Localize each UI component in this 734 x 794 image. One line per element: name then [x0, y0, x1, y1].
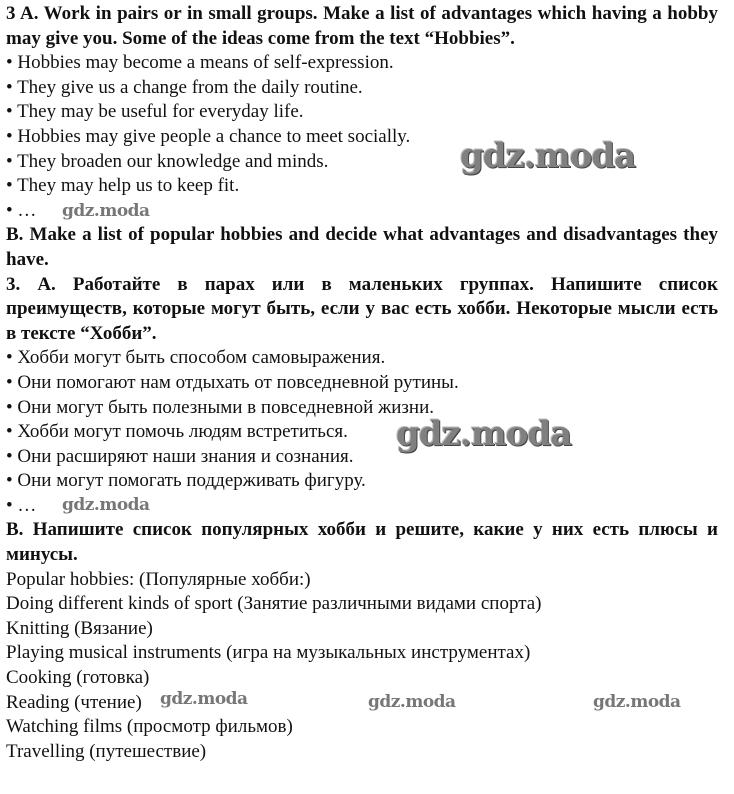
- list-item: [6, 396, 728, 421]
- list-item: [6, 346, 728, 371]
- watermark: gdz.moda: [160, 689, 248, 709]
- answer-line: Playing musical instruments (игра на музыкальных инструментах): [6, 642, 531, 664]
- list-item-text: Они могут помогать поддерживать фигуру.: [17, 470, 366, 492]
- watermark: gdz.moda: [62, 201, 150, 221]
- watermark: gdz.moda: [460, 136, 636, 176]
- list-item-text: …: [17, 494, 37, 516]
- bullet-mark: •: [6, 421, 13, 443]
- bullet-mark: •: [6, 76, 13, 98]
- watermark: gdz.moda: [593, 692, 681, 712]
- watermark: gdz.moda: [368, 692, 456, 712]
- answer-line: Cooking (готовка): [6, 667, 150, 689]
- exercise-3b-heading-en: B. Make a list of popular hobbies and decide what advantages and disadvantages they have.: [6, 224, 718, 270]
- watermark: gdz.moda: [62, 495, 150, 515]
- list-item-text: Хобби могут быть способом самовыражения.: [17, 347, 386, 369]
- list-item: [6, 445, 728, 470]
- bullet-mark: •: [6, 125, 13, 147]
- bullet-mark: •: [6, 494, 13, 516]
- bullet-mark: •: [6, 445, 13, 467]
- list-item-text: Hobbies may give people a chance to meet socially.: [17, 125, 411, 147]
- exercise-3a-heading-en: 3 A. Work in pairs or in small groups. Make a list of advantages which having a hobby may give you. Some of the ideas come from the text “Hobbies”.: [6, 3, 718, 49]
- list-item: [6, 51, 728, 76]
- list-item: [6, 371, 728, 396]
- answer-line: Knitting (Вязание): [6, 617, 153, 639]
- list-item-text: Hobbies may become a means of self-expression.: [17, 52, 394, 74]
- bullet-mark: •: [6, 371, 13, 393]
- list-item: [6, 420, 728, 445]
- exercise-3a-heading-ru: 3. А. Работайте в парах или в маленьких группах. Напишите список преимуществ, которые могут быть, если у вас есть хобби. Некоторые мысли есть в тексте “Хобби”.: [6, 273, 718, 344]
- bullet-mark: •: [6, 52, 13, 74]
- answer-line: Popular hobbies: (Популярные хобби:): [6, 568, 311, 590]
- bullet-mark: •: [6, 396, 13, 418]
- bullet-mark: •: [6, 150, 13, 172]
- watermark: gdz.moda: [396, 414, 572, 454]
- list-item-text: Они расширяют наши знания и сознания.: [17, 445, 354, 467]
- answer-line: Reading (чтение): [6, 691, 142, 713]
- list-item-text: Они могут быть полезными в повседневной жизни.: [17, 396, 434, 418]
- list-item-text: Они помогают нам отдыхать от повседневной рутины.: [17, 371, 459, 393]
- exercise-3b-heading-ru: В. Напишите список популярных хобби и решите, какие у них есть плюсы и минусы.: [6, 519, 718, 566]
- list-item: [6, 76, 728, 101]
- answer-line: Watching films (просмотр фильмов): [6, 716, 293, 738]
- list-item-text: Хобби могут помочь людям встретиться.: [17, 421, 348, 443]
- answer-line: Doing different kinds of sport (Занятие различными видами спорта): [6, 593, 542, 615]
- list-item: [6, 174, 728, 199]
- bullet-mark: •: [6, 347, 13, 369]
- list-item: [6, 469, 728, 494]
- bullet-mark: •: [6, 199, 13, 221]
- bullet-mark: •: [6, 175, 13, 197]
- list-item-text: …: [17, 199, 37, 221]
- bullet-mark: •: [6, 101, 13, 123]
- answer-line: Travelling (путешествие): [6, 740, 207, 762]
- bullet-mark: •: [6, 470, 13, 492]
- list-item-text: They may be useful for everyday life.: [17, 101, 304, 123]
- list-item-text: They broaden our knowledge and minds.: [17, 150, 329, 172]
- list-item-text: They give us a change from the daily routine.: [17, 76, 363, 98]
- list-item: [6, 100, 728, 125]
- document-page: [6, 2, 728, 764]
- list-item-text: They may help us to keep fit.: [17, 175, 240, 197]
